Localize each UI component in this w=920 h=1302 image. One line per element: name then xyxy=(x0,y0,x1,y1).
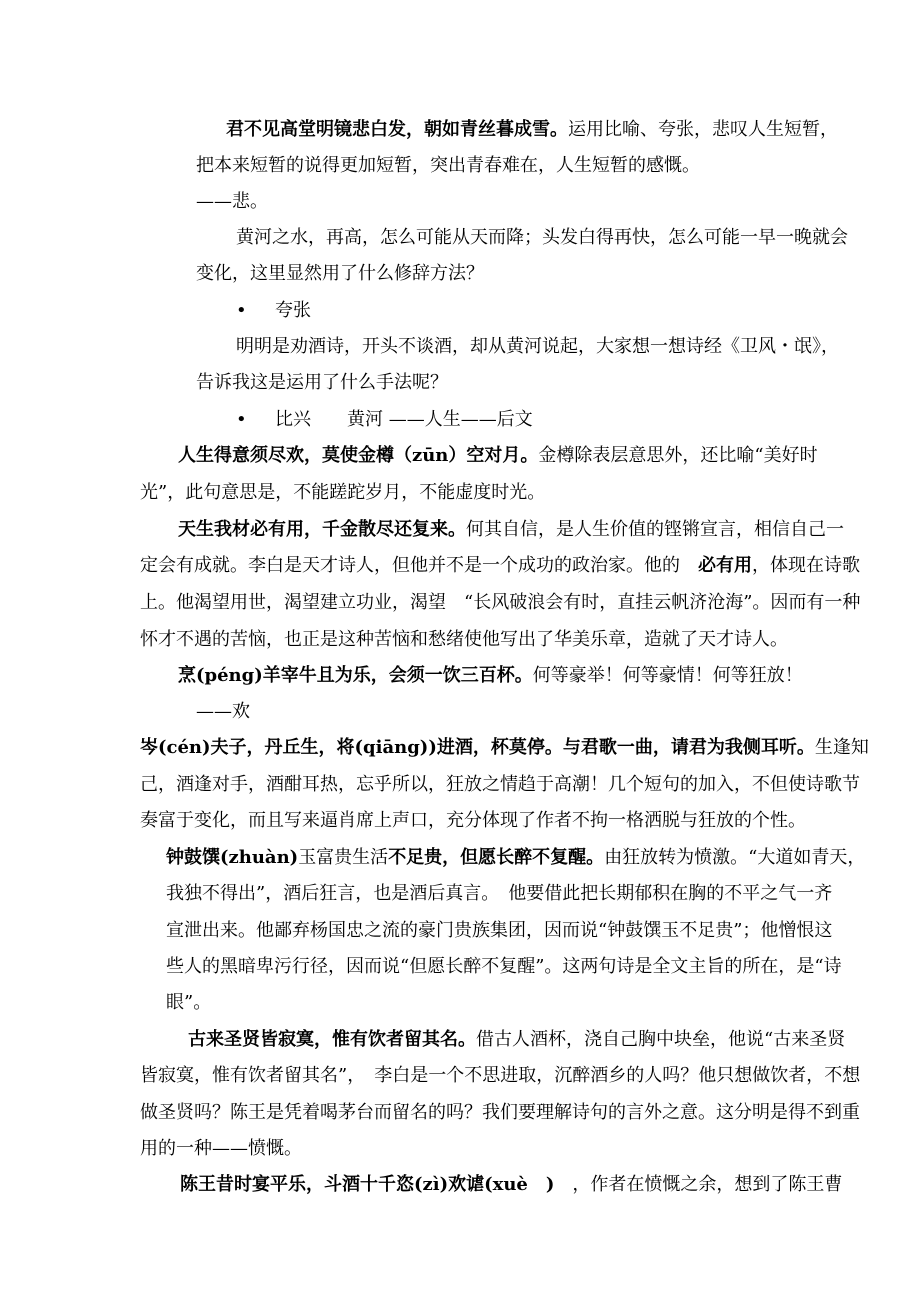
p2-line2: 变化，这里显然用了什么修辞方法？ xyxy=(196,263,484,284)
p9-line1 xyxy=(188,1028,845,1052)
p3-line1: 明明是劝酒诗，开头不谈酒，却从黄河说起，大家想一想诗经《卫风・氓》， xyxy=(236,336,839,357)
p8-line2: 我独不得出”，酒后狂言，也是酒后真言。 他要借此把长期郁积在胸的不平之气一齐 xyxy=(166,883,833,904)
p10-poem-line: 陈王昔时宴平乐，斗酒十千恣(zì)欢谑(xuè ) xyxy=(180,1174,555,1195)
p6-poem-line: 烹(péng)羊宰牛且为乐，会须一饮三百杯。 xyxy=(178,665,533,686)
p3-answer: 比兴 黄河 ——人生——后文 xyxy=(275,409,533,430)
p7-poem-line: 岑(cén)夫子，丹丘生，将(qiāng))进酒，杯莫停。与君歌一曲，请君为我侧耳听。 xyxy=(140,737,815,758)
p7-comment: 生逢知 xyxy=(814,737,869,758)
p3-line2: 告诉我这是运用了什么手法呢？ xyxy=(196,372,448,393)
p2-bullet: • xyxy=(236,300,247,321)
p9-line2: 皆寂寞，惟有饮者留其名”， 李白是一个不思进取，沉醉酒乡的人吗？他只想做饮者，不想 xyxy=(140,1065,861,1086)
p2-line1: 黄河之水，再高，怎么可能从天而降；头发白得再快，怎么可能一早一晚就会 xyxy=(236,227,848,248)
p8-comment: 由狂放转为愤激。“大道如青天， xyxy=(604,847,866,868)
p3-bullet: • xyxy=(236,409,247,430)
p9-poem-line: 古来圣贤皆寂寞，惟有饮者留其名。 xyxy=(188,1029,476,1050)
p4-line2: 光”，此句意思是，不能蹉跎岁月，不能虚度时光。 xyxy=(140,482,546,503)
p1-line2: 把本来短暂的说得更加短暂，突出青春难在，人生短暂的感慨。 xyxy=(196,155,700,176)
p5-line2: 定会有成就。李白是天才诗人，但他并不是一个成功的政治家。他的 必有用，体现在诗歌 xyxy=(140,555,860,576)
p5-line3: 上。他渴望用世，渴望建立功业，渴望 “长风破浪会有时，直挂云帆济沧海”。因而有一种 xyxy=(140,592,861,613)
p8-line5: 眼”。 xyxy=(166,992,212,1013)
p4-poem-line: 人生得意须尽欢，莫使金樽（zūn）空对月。 xyxy=(178,445,539,466)
p1-line1 xyxy=(226,118,838,142)
p4-line1 xyxy=(178,444,818,468)
p5-poem-line: 天生我材必有用，千金散尽还复来。 xyxy=(178,519,466,540)
p7-line3: 奏富于变化，而且写来逼肖席上声口，充分体现了作者不拘一格洒脱与狂放的个性。 xyxy=(140,810,806,831)
p2-answer: 夸张 xyxy=(275,300,311,321)
p10-line1 xyxy=(180,1173,842,1197)
p10-comment: ，作者在愤慨之余，想到了陈王曹 xyxy=(554,1174,843,1195)
p5-line4: 怀才不遇的苦恼，也正是这种苦恼和愁绪使他写出了华美乐章，造就了天才诗人。 xyxy=(140,629,788,650)
p6-line1 xyxy=(178,664,803,688)
p9-line3: 做圣贤吗？陈王是凭着喝茅台而留名的吗？我们要理解诗句的言外之意。这分明是得不到重 xyxy=(140,1102,860,1123)
p7-line2: 己，酒逢对手，酒酣耳热，忘乎所以，狂放之情趋于高潮！几个短句的加入，不但使诗歌节 xyxy=(140,774,860,795)
p9-comment: 借古人酒杯，浇自己胸中块垒，他说“古来圣贤 xyxy=(476,1029,846,1050)
p6-comment: 何等豪举！何等豪情！何等狂放！ xyxy=(532,665,803,686)
p9-line4: 用的一种——愤慨。 xyxy=(140,1138,302,1159)
p5-line1 xyxy=(178,518,844,542)
p8-poem-line: 不足贵，但愿长醉不复醒。 xyxy=(388,847,605,868)
p8-line4: 些人的黑暗卑污行径，因而说“但愿长醉不复醒”。这两句诗是全文主旨的所在，是“诗 xyxy=(166,956,842,977)
p5-comment: 何其自信，是人生价值的铿锵宣言，相信自己一 xyxy=(466,519,844,540)
p6-line2: ——欢 xyxy=(196,701,250,722)
p8-line3: 宣泄出来。他鄙弃杨国忠之流的豪门贵族集团，因而说“钟鼓馔玉不足贵”；他憎恨这 xyxy=(166,920,833,941)
p4-comment: 金樽除表层意思外，还比喻“美好时 xyxy=(538,445,818,466)
p1-comment: 运用比喻、夸张，悲叹人生短暂， xyxy=(568,119,838,140)
p8-line1: 钟鼓馔(zhuàn)玉富贵生活不足贵，但愿长醉不复醒。由狂放转为愤激。“大道如青天， xyxy=(166,847,866,868)
p1-poem-line: 君不见高堂明镜悲白发，朝如青丝暮成雪。 xyxy=(226,119,568,140)
p7-line1 xyxy=(140,736,869,760)
p1-line3: ——悲。 xyxy=(196,191,268,212)
p5-bold-phrase: 必有用 xyxy=(698,555,752,576)
